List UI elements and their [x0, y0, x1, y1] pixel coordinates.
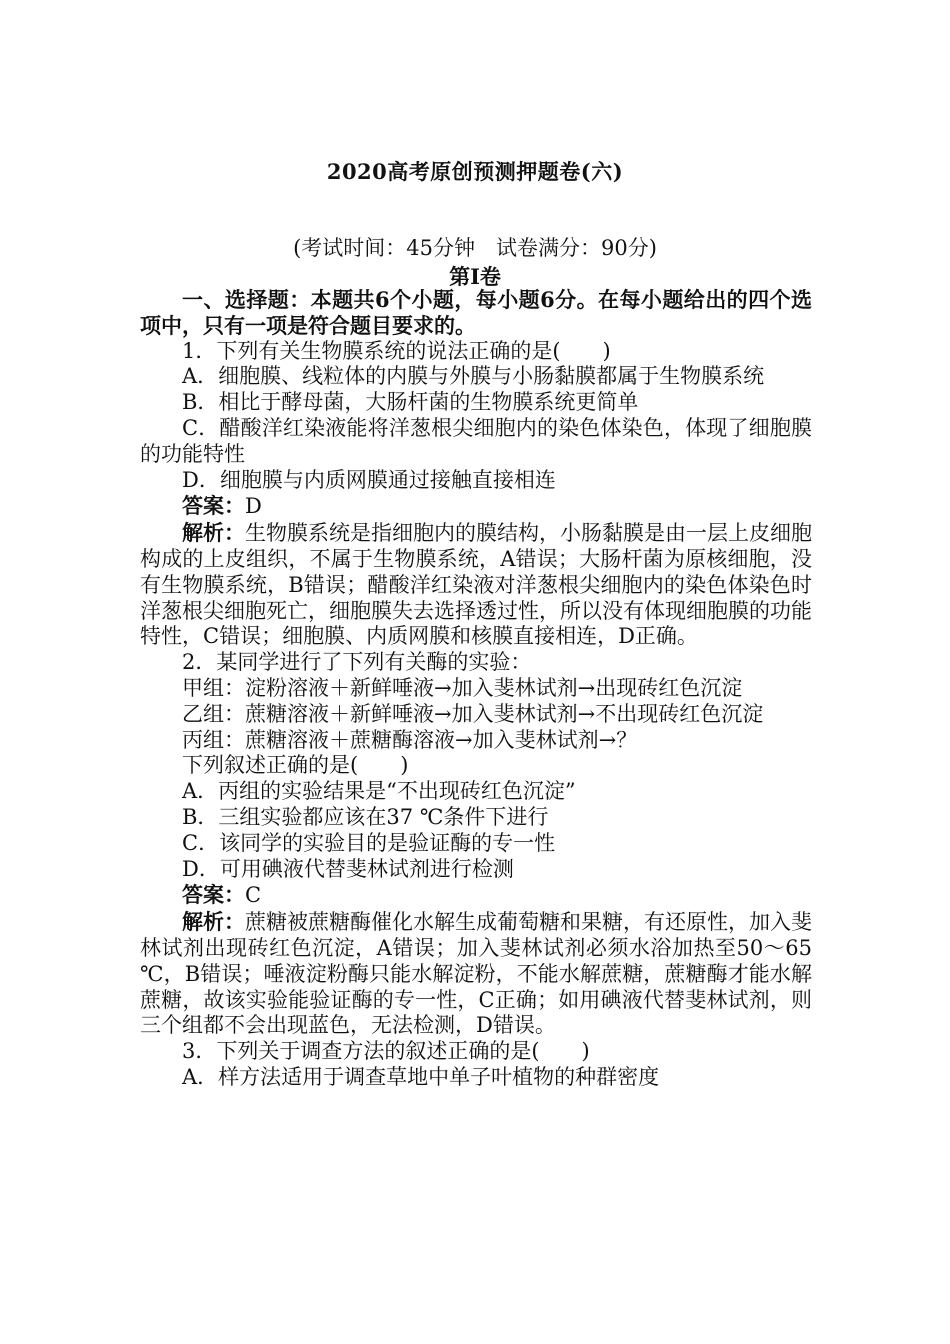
- question-3-stem: 3．下列关于调查方法的叙述正确的是( ): [182, 1039, 590, 1064]
- question-1-option-b: B．相比于酵母菌，大肠杆菌的生物膜系统更简单: [182, 390, 639, 415]
- question-2-option-b: B．三组实验都应该在37 ℃条件下进行: [182, 804, 549, 829]
- question-2-group-c: 丙组：蔗糖溶液＋蔗糖酶溶液→加入斐林试剂→？: [182, 727, 638, 752]
- analysis-text: 生物膜系统是指细胞内的膜结构，小肠黏膜是由一层上皮细胞构成的上皮组织，不属于生物膜系统，A错误；大肠杆菌为原核细胞，没有生物膜系统，B错误；醋酸洋红染液对洋葱根尖细胞内的染色体染色时洋葱根尖细胞死亡，细胞膜失去选择透过性，所以没有体现细胞膜的功能特性，C错误；细胞膜、内质网膜和核膜直接相连，D正确。: [140, 521, 812, 649]
- paper-title: 2020高考原创预测押题卷(六): [326, 159, 624, 184]
- answer-value: D: [245, 494, 262, 519]
- exam-info: (考试时间：45分钟 试卷满分：90分): [293, 236, 657, 260]
- question-2-stem: 2．某同学进行了下列有关酶的实验：: [182, 650, 532, 675]
- question-2-answer: [140, 882, 812, 909]
- analysis-label: 解析：: [182, 520, 245, 546]
- question-2-group-b: 乙组：蔗糖溶液＋新鲜唾液→加入斐林试剂→不出现砖红色沉淀: [182, 701, 764, 726]
- volume-heading: 第Ⅰ卷: [449, 264, 501, 289]
- question-2-option-c: C．该同学的实验目的是验证酶的专一性: [182, 830, 556, 855]
- document-body: [140, 287, 812, 1091]
- answer-label: 答案：: [182, 493, 245, 519]
- answer-label: 答案：: [182, 882, 245, 908]
- question-1-analysis: [140, 520, 812, 650]
- section-header: 一、选择题：本题共6个小题，每小题6分。在每小题给出的四个选项中，只有一项是符合题目要求的。: [140, 287, 812, 338]
- answer-value: C: [245, 883, 262, 908]
- question-1-option-a: A．细胞膜、线粒体的内膜与外膜与小肠黏膜都属于生物膜系统: [182, 364, 765, 389]
- question-2-analysis: [140, 909, 812, 1039]
- question-1-option-c: C．醋酸洋红染液能将洋葱根尖细胞内的染色体染色，体现了细胞膜的功能特性: [140, 415, 812, 466]
- question-2-question: 下列叙述正确的是( ): [182, 753, 409, 778]
- question-2-option-d: D．可用碘液代替斐林试剂进行检测: [182, 856, 514, 881]
- question-2-group-a: 甲组：淀粉溶液＋新鲜唾液→加入斐林试剂→出现砖红色沉淀: [182, 675, 743, 700]
- analysis-text: 蔗糖被蔗糖酶催化水解生成葡萄糖和果糖，有还原性，加入斐林试剂出现砖红色沉淀，A错误；加入斐林试剂必须水浴加热至50～65 ℃，B错误；唾液淀粉酶只能水解淀粉，不能水解蔗糖，蔗糖酶才能水解蔗糖，故该实验能验证酶的专一性，C正确；如用碘液代替斐林试剂，则三个组都不会出现蓝色，无法检测，D错误。: [140, 910, 812, 1038]
- analysis-label: 解析：: [182, 909, 245, 935]
- question-2-option-a: A．丙组的实验结果是“不出现砖红色沉淀”: [182, 779, 576, 804]
- question-1-answer: [140, 493, 812, 520]
- question-1-option-d: D．细胞膜与内质网膜通过接触直接相连: [182, 467, 556, 492]
- question-3-option-a: A．样方法适用于调查草地中单子叶植物的种群密度: [182, 1064, 660, 1089]
- question-1-stem: 1．下列有关生物膜系统的说法正确的是( ): [182, 338, 611, 363]
